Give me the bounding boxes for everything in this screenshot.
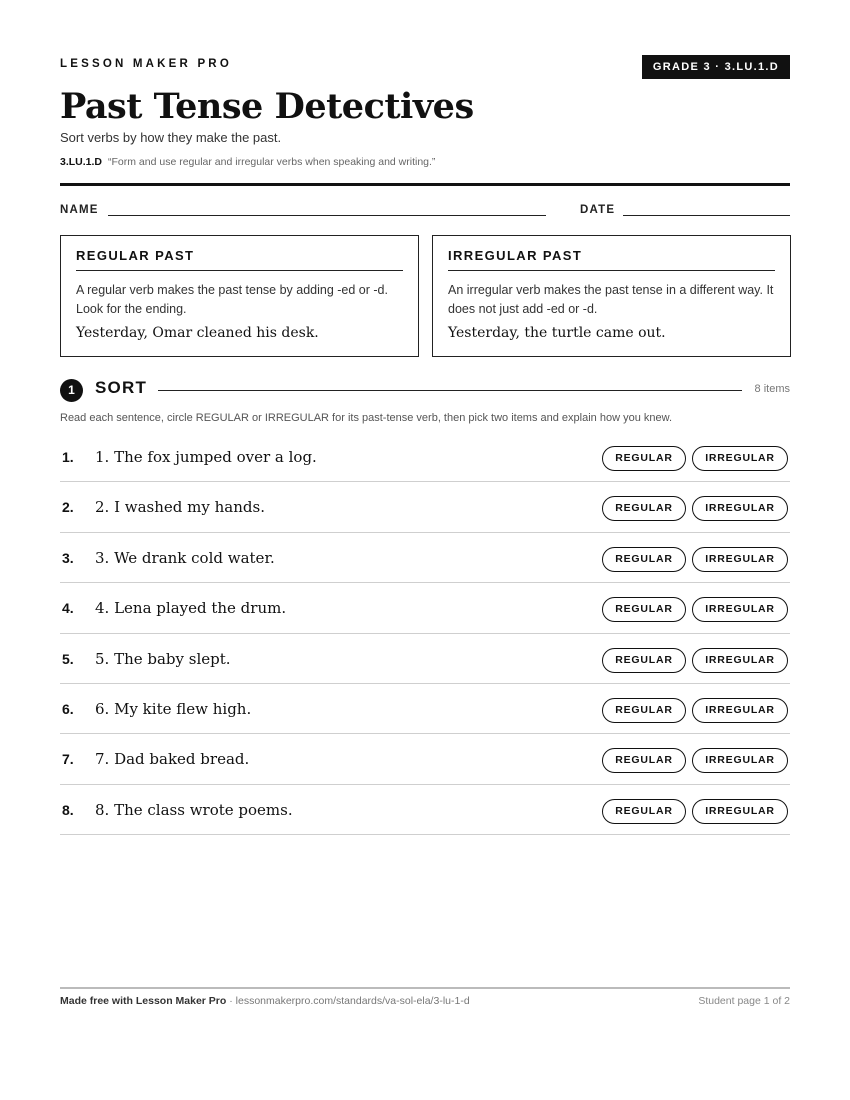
sort-item-row [60, 583, 790, 633]
sort-item-row [60, 684, 790, 734]
sort-item-row [60, 533, 790, 583]
footer-brand: Made free with Lesson Maker Pro [60, 995, 227, 1007]
section-title: SORT [95, 378, 148, 397]
item-sentence: 7. Dad baked bread. [95, 750, 250, 769]
regular-past-definition: A regular verb makes the past tense by adding -ed or -d. Look for the ending. [76, 283, 388, 316]
brand-name: LESSON MAKER PRO [60, 58, 232, 70]
regular-choice-button[interactable]: REGULAR [602, 698, 686, 723]
item-sentence: 4. Lena played the drum. [95, 599, 287, 618]
regular-choice-button[interactable]: REGULAR [602, 446, 686, 471]
sort-item-row [60, 634, 790, 684]
section-item-count: 8 items [754, 383, 790, 395]
section-divider [158, 390, 742, 391]
page-title: Past Tense Detectives [60, 86, 474, 127]
irregular-choice-button[interactable]: IRREGULAR [692, 698, 788, 723]
footer-page-number: Student page 1 of 2 [698, 995, 790, 1007]
item-sentence: 2. I washed my hands. [95, 498, 265, 517]
item-sentence: 3. We drank cold water. [95, 548, 275, 567]
irregular-choice-button[interactable]: IRREGULAR [692, 799, 788, 824]
regular-past-heading: REGULAR PAST [76, 248, 403, 271]
item-sentence: 5. The baby slept. [95, 649, 231, 668]
regular-choice-button[interactable]: REGULAR [602, 799, 686, 824]
item-sentence: 6. My kite flew high. [95, 699, 252, 718]
header-divider [60, 183, 790, 186]
irregular-choice-button[interactable]: IRREGULAR [692, 446, 788, 471]
page-subtitle: Sort verbs by how they make the past. [60, 130, 282, 145]
regular-past-box [60, 235, 419, 357]
date-label: DATE [580, 204, 616, 216]
sort-item-row [60, 482, 790, 532]
footer-credit [60, 995, 470, 1007]
irregular-choice-button[interactable]: IRREGULAR [692, 748, 788, 773]
item-number: 1. [62, 449, 74, 465]
irregular-past-example: Yesterday, the turtle came out. [448, 325, 666, 341]
item-number: 7. [62, 751, 74, 768]
regular-choice-button[interactable]: REGULAR [602, 597, 686, 622]
regular-choice-button[interactable]: REGULAR [602, 496, 686, 521]
irregular-choice-button[interactable]: IRREGULAR [692, 496, 788, 521]
irregular-past-box [432, 235, 791, 357]
name-field-line[interactable] [108, 215, 546, 216]
name-label: NAME [60, 204, 99, 216]
footer-url[interactable]: · lessonmakerpro.com/standards/va-sol-ela/3-lu-1-d [226, 995, 470, 1007]
item-number: 8. [62, 801, 74, 818]
irregular-choice-button[interactable]: IRREGULAR [692, 547, 788, 572]
item-sentence: 8. The class wrote poems. [95, 800, 293, 819]
irregular-choice-button[interactable]: IRREGULAR [692, 597, 788, 622]
item-number: 5. [62, 650, 74, 667]
item-number: 4. [62, 600, 74, 617]
sort-item-row [60, 785, 790, 835]
section-instructions: Read each sentence, circle REGULAR or IRREGULAR for its past-tense verb, then pick two items and explain how you knew. [60, 412, 673, 424]
date-field-line[interactable] [623, 215, 790, 216]
item-number: 6. [62, 700, 74, 717]
sort-item-row [60, 734, 790, 784]
standard-code: 3.LU.1.D [60, 156, 103, 168]
standard-line [60, 156, 435, 168]
item-number: 2. [62, 499, 74, 516]
item-number: 3. [62, 549, 74, 566]
regular-past-example: Yesterday, Omar cleaned his desk. [76, 325, 319, 341]
sort-item-list [60, 432, 790, 835]
sort-item-row [60, 432, 790, 482]
standard-text: “Form and use regular and irregular verbs when speaking and writing.” [108, 156, 436, 168]
grade-badge: GRADE 3 · 3.LU.1.D [642, 55, 790, 79]
irregular-past-definition: An irregular verb makes the past tense in a different way. It does not just add -ed or -d. [448, 283, 774, 316]
regular-choice-button[interactable]: REGULAR [602, 748, 686, 773]
irregular-choice-button[interactable]: IRREGULAR [692, 648, 788, 673]
item-sentence: 1. The fox jumped over a log. [95, 448, 317, 466]
regular-choice-button[interactable]: REGULAR [602, 547, 686, 572]
irregular-past-heading: IRREGULAR PAST [448, 248, 775, 271]
section-number-badge: 1 [60, 379, 83, 402]
footer-divider [60, 987, 790, 989]
regular-choice-button[interactable]: REGULAR [602, 648, 686, 673]
